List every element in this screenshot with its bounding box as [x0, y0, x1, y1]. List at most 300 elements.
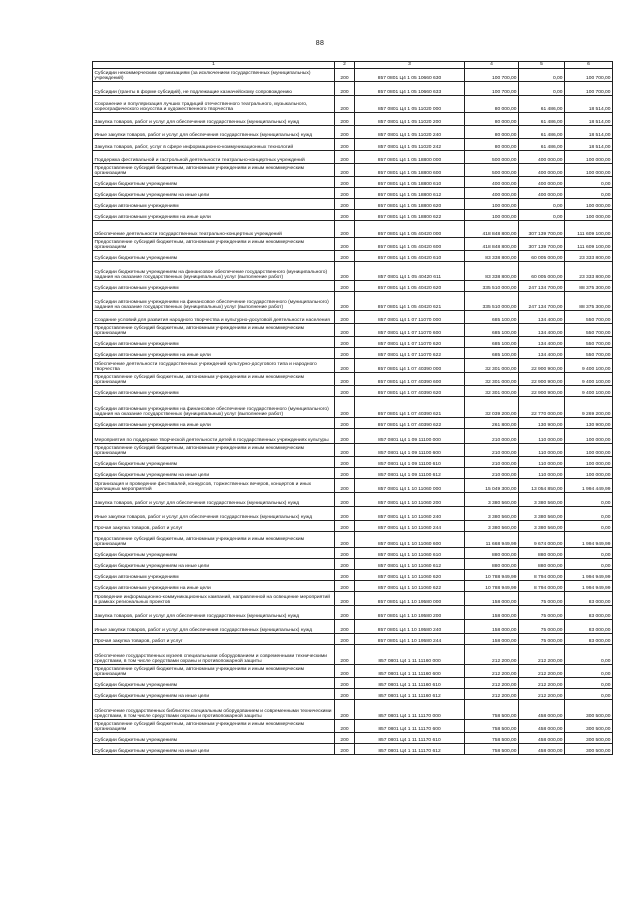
row-executed-amount: 134 400,00 [519, 311, 565, 324]
row-unexecuted-amount: 23 333 800,00 [565, 251, 613, 262]
row-executed-amount: 0,00 [519, 69, 565, 82]
row-budget-code: 857 0801 Ц4 1 11 11170 610 [355, 733, 465, 744]
table-row [93, 238, 613, 251]
row-executed-amount: 3 380 560,00 [519, 493, 565, 507]
row-unexecuted-amount: 1 994 949,99 [565, 581, 613, 592]
row-line-code: 200 [335, 324, 355, 337]
row-unexecuted-amount: 0,00 [565, 665, 613, 678]
row-line-code: 200 [335, 164, 355, 177]
row-budget-code: 857 0801 Ц4 1 05 40420 621 [355, 292, 465, 311]
page-number: 88 [315, 40, 325, 47]
row-line-code: 200 [335, 457, 355, 468]
row-executed-amount: 134 400,00 [519, 324, 565, 337]
row-name: Субсидии бюджетным учреждениям [93, 548, 335, 559]
row-name: Предоставление субсидий бюджетным, автономным учреждениям и иным некоммерческим организациям [93, 164, 335, 177]
row-line-code: 200 [335, 606, 355, 620]
table-row [93, 397, 613, 418]
row-executed-amount: 458 000,00 [519, 700, 565, 720]
row-unexecuted-amount: 0,00 [565, 177, 613, 188]
row-line-code: 200 [335, 82, 355, 96]
table-row [93, 386, 613, 397]
row-approved-amount: 158 000,00 [465, 606, 519, 620]
row-unexecuted-amount: 88 375 300,00 [565, 292, 613, 311]
row-unexecuted-amount: 300 500,00 [565, 744, 613, 755]
row-executed-amount: 110 000,00 [519, 429, 565, 444]
row-line-code: 200 [335, 139, 355, 151]
row-executed-amount: 212 200,00 [519, 645, 565, 665]
row-approved-amount: 758 500,00 [465, 744, 519, 755]
table-row [93, 606, 613, 620]
row-line-code: 200 [335, 238, 355, 251]
row-approved-amount: 83 338 800,00 [465, 251, 519, 262]
row-approved-amount: 210 000,00 [465, 457, 519, 468]
row-executed-amount: 212 200,00 [519, 689, 565, 700]
row-approved-amount: 80 000,00 [465, 126, 519, 139]
row-unexecuted-amount: 100 700,00 [565, 69, 613, 82]
row-unexecuted-amount: 0,00 [565, 559, 613, 570]
row-line-code: 200 [335, 386, 355, 397]
row-unexecuted-amount: 0,00 [565, 507, 613, 521]
table-row [93, 700, 613, 720]
row-unexecuted-amount: 23 333 800,00 [565, 262, 613, 281]
table-row [93, 281, 613, 292]
row-executed-amount: 134 400,00 [519, 348, 565, 359]
row-budget-code: 857 0801 Ц4 1 05 40420 600 [355, 238, 465, 251]
table-row [93, 177, 613, 188]
table-row [93, 620, 613, 634]
table-row [93, 262, 613, 281]
row-unexecuted-amount: 100 000,00 [565, 164, 613, 177]
table-row [93, 188, 613, 199]
row-approved-amount: 212 200,00 [465, 645, 519, 665]
row-budget-code: 857 0801 Ц4 1 10 11060 240 [355, 507, 465, 521]
row-line-code: 200 [335, 188, 355, 199]
row-name: Иные закупки товаров, работ и услуг для обеспечения государственных (муниципальных) нужд [93, 507, 335, 521]
row-line-code: 200 [335, 733, 355, 744]
row-unexecuted-amount: 0,00 [565, 493, 613, 507]
row-line-code: 200 [335, 720, 355, 733]
row-approved-amount: 10 788 949,99 [465, 581, 519, 592]
row-budget-code: 857 0801 Ц4 1 05 18800 620 [355, 199, 465, 210]
row-unexecuted-amount: 100 000,00 [565, 199, 613, 210]
row-approved-amount: 335 510 000,00 [465, 281, 519, 292]
row-approved-amount: 758 500,00 [465, 720, 519, 733]
row-line-code: 200 [335, 96, 355, 113]
row-approved-amount: 210 000,00 [465, 429, 519, 444]
row-approved-amount: 335 510 000,00 [465, 292, 519, 311]
row-budget-code: 857 0801 Ц4 1 05 40420 611 [355, 262, 465, 281]
row-executed-amount: 307 139 700,00 [519, 238, 565, 251]
row-unexecuted-amount: 300 500,00 [565, 733, 613, 744]
row-executed-amount: 22 900 900,00 [519, 373, 565, 386]
row-line-code: 200 [335, 689, 355, 700]
row-executed-amount: 458 000,00 [519, 744, 565, 755]
row-line-code: 200 [335, 281, 355, 292]
row-unexecuted-amount: 9 400 100,00 [565, 373, 613, 386]
row-executed-amount: 880 000,00 [519, 559, 565, 570]
row-name: Субсидии автономным учреждениям на финансовое обеспечение государственного (муниципального) задания на оказание государственных (муниципальных) услуг (выполнение работ) [93, 292, 335, 311]
table-row [93, 113, 613, 126]
row-name: Субсидии бюджетным учреждениям на иные цели [93, 468, 335, 479]
row-line-code: 200 [335, 548, 355, 559]
table-row [93, 744, 613, 755]
table-row [93, 139, 613, 151]
row-approved-amount: 685 100,00 [465, 311, 519, 324]
row-name: Субсидии автономным учреждениям [93, 386, 335, 397]
row-executed-amount: 22 900 900,00 [519, 386, 565, 397]
row-unexecuted-amount: 100 000,00 [565, 457, 613, 468]
row-executed-amount: 247 134 700,00 [519, 281, 565, 292]
row-executed-amount: 130 900,00 [519, 418, 565, 429]
row-executed-amount: 3 380 560,00 [519, 507, 565, 521]
row-budget-code: 857 0801 Ц4 1 11 11160 610 [355, 678, 465, 689]
row-unexecuted-amount: 0,00 [565, 521, 613, 532]
row-budget-code: 857 0801 Ц4 1 05 18800 612 [355, 188, 465, 199]
row-budget-code: 857 0801 Ц4 1 10 19580 200 [355, 606, 465, 620]
row-line-code: 200 [335, 493, 355, 507]
row-approved-amount: 11 668 949,99 [465, 532, 519, 548]
table-row [93, 126, 613, 139]
row-line-code: 200 [335, 221, 355, 238]
table-row [93, 337, 613, 348]
row-line-code: 200 [335, 592, 355, 606]
row-budget-code: 857 0801 Ц4 1 09 11100 610 [355, 457, 465, 468]
row-line-code: 200 [335, 645, 355, 665]
row-line-code: 200 [335, 199, 355, 210]
row-budget-code: 857 0801 Ц4 1 09 11100 000 [355, 429, 465, 444]
row-name: Мероприятия по поддержке творческой деятельности детей в государственных учреждениях культуры [93, 429, 335, 444]
budget-table-body [93, 62, 613, 755]
row-name: Субсидии автономным учреждениям на финансовое обеспечение государственного (муниципального) задания на оказание государственных (муниципальных) услуг (выполнение работ) [93, 397, 335, 418]
row-unexecuted-amount: 1 994 949,99 [565, 570, 613, 581]
row-executed-amount: 13 054 850,00 [519, 479, 565, 493]
row-name: Субсидии автономным учреждениям [93, 570, 335, 581]
row-name: Иные закупки товаров, работ и услуг для обеспечения государственных (муниципальных) нужд [93, 620, 335, 634]
row-approved-amount: 32 039 200,00 [465, 397, 519, 418]
row-name: Организация и проведение фестивалей, конкурсов, торжественных вечеров, концертов и иных зрелищных мероприятий [93, 479, 335, 493]
row-approved-amount: 3 380 560,00 [465, 493, 519, 507]
row-unexecuted-amount: 130 900,00 [565, 418, 613, 429]
table-row [93, 82, 613, 96]
row-approved-amount: 80 000,00 [465, 139, 519, 151]
row-unexecuted-amount: 1 994 949,99 [565, 532, 613, 548]
column-number: 1 [93, 62, 335, 69]
row-approved-amount: 100 700,00 [465, 69, 519, 82]
row-approved-amount: 758 500,00 [465, 700, 519, 720]
table-row [93, 532, 613, 548]
table-row [93, 479, 613, 493]
row-line-code: 200 [335, 373, 355, 386]
row-line-code: 200 [335, 559, 355, 570]
row-name: Субсидии (гранты в форме субсидий), не подлежащие казначейскому сопровождению [93, 82, 335, 96]
row-budget-code: 857 0801 Ц4 1 05 40420 610 [355, 251, 465, 262]
row-name: Субсидии автономным учреждениям [93, 199, 335, 210]
row-budget-code: 857 0801 Ц4 1 10 11060 244 [355, 521, 465, 532]
row-approved-amount: 500 000,00 [465, 151, 519, 164]
row-unexecuted-amount: 550 700,00 [565, 324, 613, 337]
row-executed-amount: 22 900 900,00 [519, 359, 565, 373]
row-unexecuted-amount: 111 609 100,00 [565, 221, 613, 238]
row-budget-code: 857 0801 Ц4 1 11 11160 612 [355, 689, 465, 700]
row-unexecuted-amount: 0,00 [565, 645, 613, 665]
row-executed-amount: 75 000,00 [519, 606, 565, 620]
row-budget-code: 857 0801 Ц4 1 07 11070 000 [355, 311, 465, 324]
row-executed-amount: 75 000,00 [519, 620, 565, 634]
row-name: Сохранение и популяризация лучших традиций отечественного театрального, музыкального, хореографического искусства и художественного творчества [93, 96, 335, 113]
row-unexecuted-amount: 100 000,00 [565, 444, 613, 457]
row-unexecuted-amount: 300 500,00 [565, 720, 613, 733]
row-budget-code: 857 0801 Ц4 1 10 19580 000 [355, 592, 465, 606]
row-line-code: 200 [335, 620, 355, 634]
row-executed-amount: 61 486,00 [519, 126, 565, 139]
row-executed-amount: 212 200,00 [519, 665, 565, 678]
row-unexecuted-amount: 18 514,00 [565, 139, 613, 151]
table-row [93, 634, 613, 645]
row-name: Обеспечение деятельности государственных учреждений культурно-досугового типа и народного творчества [93, 359, 335, 373]
row-line-code: 200 [335, 581, 355, 592]
table-row [93, 251, 613, 262]
row-budget-code: 857 0801 Ц4 1 05 18800 600 [355, 164, 465, 177]
table-row [93, 199, 613, 210]
row-approved-amount: 80 000,00 [465, 96, 519, 113]
table-row [93, 457, 613, 468]
row-executed-amount: 60 005 000,00 [519, 251, 565, 262]
row-name: Субсидии бюджетным учреждениям [93, 457, 335, 468]
row-unexecuted-amount: 300 500,00 [565, 700, 613, 720]
row-budget-code: 857 0801 Ц4 1 05 40420 000 [355, 221, 465, 238]
row-unexecuted-amount: 9 269 200,00 [565, 397, 613, 418]
row-line-code: 200 [335, 210, 355, 221]
row-line-code: 200 [335, 418, 355, 429]
row-executed-amount: 400 000,00 [519, 188, 565, 199]
row-unexecuted-amount: 1 994 449,99 [565, 479, 613, 493]
row-line-code: 200 [335, 251, 355, 262]
row-unexecuted-amount: 0,00 [565, 188, 613, 199]
row-approved-amount: 3 380 560,00 [465, 507, 519, 521]
column-number: 2 [335, 62, 355, 69]
row-approved-amount: 212 200,00 [465, 665, 519, 678]
row-executed-amount: 307 139 700,00 [519, 221, 565, 238]
column-number-row [93, 62, 613, 69]
row-approved-amount: 400 000,00 [465, 177, 519, 188]
row-approved-amount: 83 338 800,00 [465, 262, 519, 281]
row-budget-code: 857 0801 Ц4 1 07 40390 622 [355, 418, 465, 429]
column-number: 3 [355, 62, 465, 69]
table-row [93, 689, 613, 700]
row-approved-amount: 210 000,00 [465, 468, 519, 479]
row-budget-code: 857 0801 Ц4 1 11 11160 000 [355, 645, 465, 665]
row-budget-code: 857 0801 Ц4 1 09 11100 600 [355, 444, 465, 457]
row-unexecuted-amount: 18 514,00 [565, 113, 613, 126]
row-unexecuted-amount: 0,00 [565, 548, 613, 559]
table-row [93, 592, 613, 606]
row-budget-code: 857 0801 Ц4 1 11 11170 612 [355, 744, 465, 755]
row-unexecuted-amount: 18 514,00 [565, 96, 613, 113]
row-line-code: 200 [335, 348, 355, 359]
table-row [93, 96, 613, 113]
row-executed-amount: 110 000,00 [519, 444, 565, 457]
row-approved-amount: 210 000,00 [465, 444, 519, 457]
row-approved-amount: 685 100,00 [465, 348, 519, 359]
row-budget-code: 857 0801 Ц4 1 05 11020 000 [355, 96, 465, 113]
row-line-code: 200 [335, 634, 355, 645]
row-unexecuted-amount: 83 000,00 [565, 592, 613, 606]
row-line-code: 200 [335, 665, 355, 678]
row-executed-amount: 458 000,00 [519, 733, 565, 744]
row-unexecuted-amount: 9 400 100,00 [565, 359, 613, 373]
row-unexecuted-amount: 83 000,00 [565, 620, 613, 634]
row-approved-amount: 418 848 800,00 [465, 221, 519, 238]
row-line-code: 200 [335, 479, 355, 493]
row-executed-amount: 60 005 000,00 [519, 262, 565, 281]
row-executed-amount: 0,00 [519, 199, 565, 210]
row-unexecuted-amount: 18 514,00 [565, 126, 613, 139]
row-name: Субсидии бюджетным учреждениям на иные цели [93, 559, 335, 570]
row-budget-code: 857 0801 Ц4 1 07 11070 600 [355, 324, 465, 337]
row-line-code: 200 [335, 444, 355, 457]
table-row [93, 210, 613, 221]
row-name: Прочая закупка товаров, работ и услуг [93, 521, 335, 532]
row-line-code: 200 [335, 468, 355, 479]
row-unexecuted-amount: 111 609 100,00 [565, 238, 613, 251]
row-budget-code: 857 0801 Ц4 1 07 11070 620 [355, 337, 465, 348]
row-approved-amount: 418 848 800,00 [465, 238, 519, 251]
row-name: Субсидии бюджетным учреждениям [93, 177, 335, 188]
row-executed-amount: 880 000,00 [519, 548, 565, 559]
table-row [93, 221, 613, 238]
row-budget-code: 857 0801 Ц4 1 05 10660 633 [355, 82, 465, 96]
row-executed-amount: 400 000,00 [519, 177, 565, 188]
row-name: Субсидии автономным учреждениям на иные цели [93, 348, 335, 359]
row-budget-code: 857 0801 Ц4 1 07 40390 600 [355, 373, 465, 386]
table-row [93, 324, 613, 337]
row-approved-amount: 10 788 949,99 [465, 570, 519, 581]
row-budget-code: 857 0801 Ц4 1 05 18800 622 [355, 210, 465, 221]
row-name: Проведение информационно-коммуникационных кампаний, направленной на освещение мероприятий в рамках региональных проектов [93, 592, 335, 606]
row-name: Предоставление субсидий бюджетным, автономным учреждениям и иным некоммерческим организациям [93, 238, 335, 251]
row-name: Субсидии некоммерческим организациям (за исключением государственных (муниципальных) учреждений) [93, 69, 335, 82]
row-budget-code: 857 0801 Ц4 1 10 11060 600 [355, 532, 465, 548]
table-row [93, 645, 613, 665]
row-budget-code: 857 0801 Ц4 1 10 11060 610 [355, 548, 465, 559]
row-name: Предоставление субсидий бюджетным, автономным учреждениям и иным некоммерческим организациям [93, 373, 335, 386]
table-row [93, 548, 613, 559]
table-row [93, 444, 613, 457]
row-name: Обеспечение государственных музеев специальными оборудованием и современными техническими средствами, в том числе средствами охраны и противопожарной защиты [93, 645, 335, 665]
table-row [93, 507, 613, 521]
row-budget-code: 857 0801 Ц4 1 05 40420 620 [355, 281, 465, 292]
row-budget-code: 857 0801 Ц4 1 10 11060 000 [355, 479, 465, 493]
row-unexecuted-amount: 83 000,00 [565, 634, 613, 645]
row-name: Субсидии автономным учреждениям [93, 281, 335, 292]
row-executed-amount: 0,00 [519, 210, 565, 221]
row-line-code: 200 [335, 678, 355, 689]
row-line-code: 200 [335, 311, 355, 324]
table-row [93, 581, 613, 592]
table-row [93, 164, 613, 177]
row-executed-amount: 110 000,00 [519, 457, 565, 468]
row-unexecuted-amount: 100 000,00 [565, 151, 613, 164]
table-row [93, 559, 613, 570]
row-line-code: 200 [335, 337, 355, 348]
row-approved-amount: 100 700,00 [465, 82, 519, 96]
row-executed-amount: 3 380 560,00 [519, 521, 565, 532]
column-number: 4 [465, 62, 519, 69]
row-budget-code: 857 0801 Ц4 1 07 40390 621 [355, 397, 465, 418]
row-name: Субсидии бюджетным учреждениям на иные цели [93, 744, 335, 755]
row-executed-amount: 0,00 [519, 82, 565, 96]
row-name: Поддержка фестивальной и гастрольной деятельности театрально-концертных учреждений [93, 151, 335, 164]
row-name: Обеспечение государственных библиотек специальным оборудованием и современными техническими средствами, в том числе средствами охраны и противопожарной защиты [93, 700, 335, 720]
row-budget-code: 857 0801 Ц4 1 10 19580 244 [355, 634, 465, 645]
table-row [93, 373, 613, 386]
table-row [93, 151, 613, 164]
row-unexecuted-amount: 550 700,00 [565, 311, 613, 324]
row-executed-amount: 22 770 000,00 [519, 397, 565, 418]
table-row [93, 733, 613, 744]
row-unexecuted-amount: 550 700,00 [565, 337, 613, 348]
row-budget-code: 857 0801 Ц4 1 05 11020 240 [355, 126, 465, 139]
row-name: Закупка товаров, работ, услуг в сфере информационно-коммуникационных технологий [93, 139, 335, 151]
row-approved-amount: 685 100,00 [465, 337, 519, 348]
row-budget-code: 857 0801 Ц4 1 10 11060 622 [355, 581, 465, 592]
table-row [93, 311, 613, 324]
row-approved-amount: 32 301 000,00 [465, 386, 519, 397]
row-line-code: 200 [335, 292, 355, 311]
column-number: 5 [519, 62, 565, 69]
row-approved-amount: 685 100,00 [465, 324, 519, 337]
table-row [93, 493, 613, 507]
row-name: Закупка товаров, работ и услуг для обеспечения государственных (муниципальных) нужд [93, 113, 335, 126]
row-budget-code: 857 0801 Ц4 1 05 10660 630 [355, 69, 465, 82]
row-approved-amount: 880 000,00 [465, 559, 519, 570]
row-approved-amount: 100 000,00 [465, 210, 519, 221]
row-line-code: 200 [335, 397, 355, 418]
table-row [93, 720, 613, 733]
row-approved-amount: 158 000,00 [465, 592, 519, 606]
row-executed-amount: 400 000,00 [519, 151, 565, 164]
row-name: Предоставление субсидий бюджетным, автономным учреждениям и иным некоммерческим организациям [93, 720, 335, 733]
row-line-code: 200 [335, 744, 355, 755]
row-executed-amount: 61 486,00 [519, 139, 565, 151]
row-approved-amount: 3 380 560,00 [465, 521, 519, 532]
table-row [93, 69, 613, 82]
table-row [93, 359, 613, 373]
row-unexecuted-amount: 9 400 100,00 [565, 386, 613, 397]
row-executed-amount: 9 674 000,00 [519, 532, 565, 548]
row-unexecuted-amount: 83 000,00 [565, 606, 613, 620]
row-budget-code: 857 0801 Ц4 1 11 11160 600 [355, 665, 465, 678]
row-unexecuted-amount: 100 000,00 [565, 210, 613, 221]
row-name: Предоставление субсидий бюджетным, автономным учреждениям и иным некоммерческим организациям [93, 665, 335, 678]
row-approved-amount: 32 301 000,00 [465, 373, 519, 386]
row-budget-code: 857 0801 Ц4 1 05 11020 242 [355, 139, 465, 151]
row-budget-code: 857 0801 Ц4 1 07 40390 000 [355, 359, 465, 373]
row-unexecuted-amount: 550 700,00 [565, 348, 613, 359]
row-executed-amount: 458 000,00 [519, 720, 565, 733]
row-budget-code: 857 0801 Ц4 1 10 11060 620 [355, 570, 465, 581]
row-line-code: 200 [335, 359, 355, 373]
row-approved-amount: 100 000,00 [465, 199, 519, 210]
column-number: 6 [565, 62, 613, 69]
budget-table [92, 61, 613, 755]
row-name: Закупка товаров, работ и услуг для обеспечения государственных (муниципальных) нужд [93, 493, 335, 507]
row-name: Субсидии бюджетным учреждениям на иные цели [93, 689, 335, 700]
row-name: Субсидии автономным учреждениям на иные цели [93, 418, 335, 429]
row-unexecuted-amount: 100 700,00 [565, 82, 613, 96]
row-approved-amount: 880 000,00 [465, 548, 519, 559]
row-approved-amount: 400 000,00 [465, 188, 519, 199]
